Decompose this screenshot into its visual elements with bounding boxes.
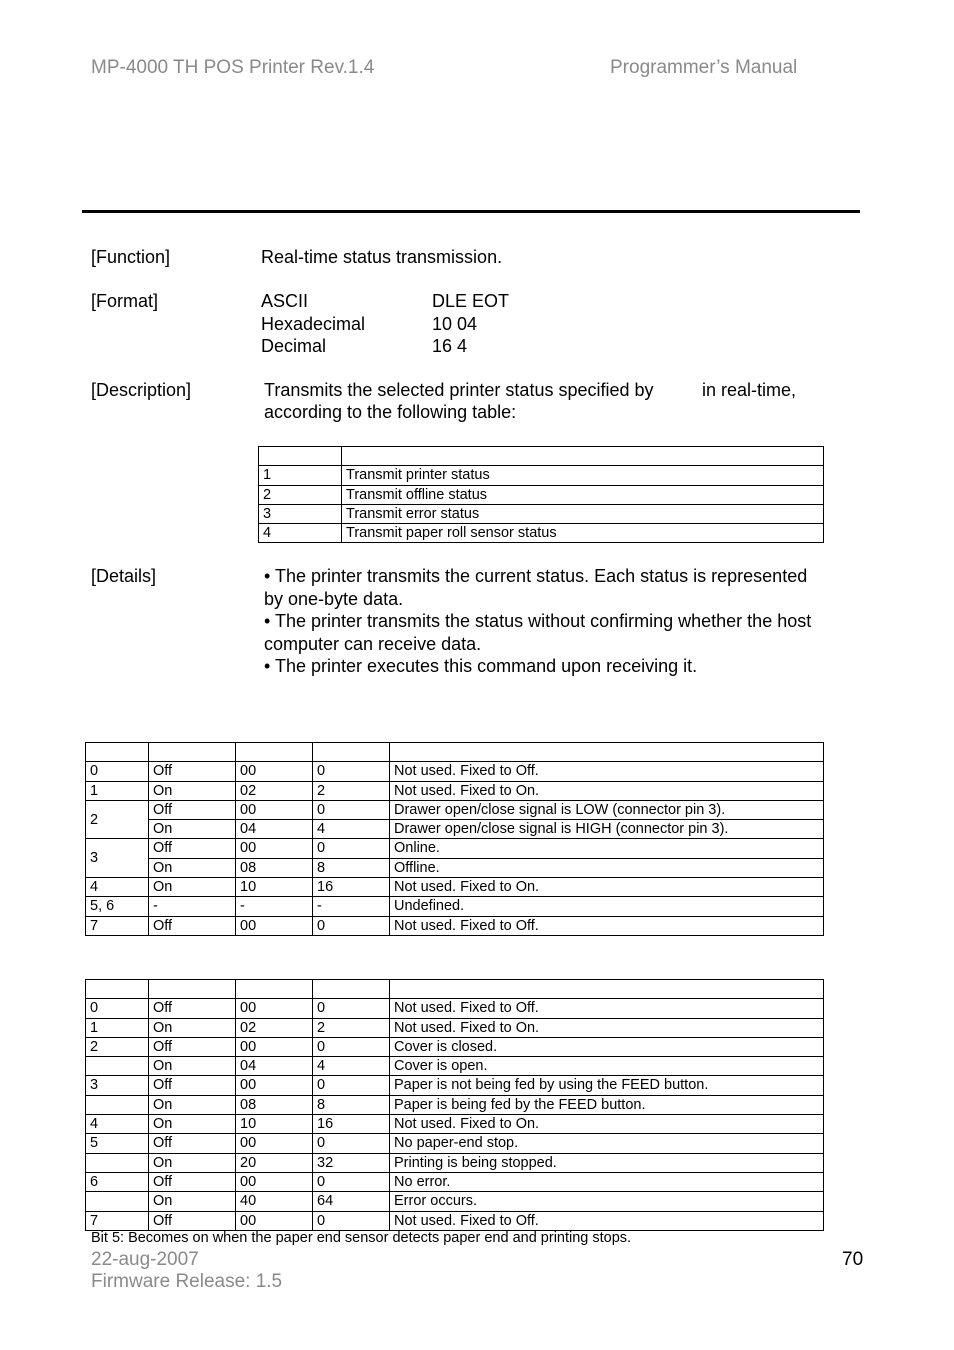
table-cell: 8 [313, 858, 390, 877]
table-row [259, 466, 824, 485]
header-manual: Programmer’s Manual [610, 57, 798, 78]
description-label: [Description] [91, 380, 192, 400]
table-cell [86, 1095, 149, 1114]
details-label: [Details] [91, 566, 157, 586]
table-row [259, 504, 824, 523]
table-cell [236, 743, 313, 762]
table-cell: Off [149, 1076, 236, 1095]
table-cell: 0 [86, 999, 149, 1018]
header-title: MP-4000 TH POS Printer Rev.1.4 [91, 57, 375, 78]
table-cell: 04 [236, 1057, 313, 1076]
table-cell: Undefined. [390, 897, 824, 916]
table-cell: 00 [236, 1172, 313, 1191]
table-cell: Drawer open/close signal is HIGH (connector pin 3). [390, 820, 824, 839]
format-hex-value: 10 04 [432, 313, 478, 334]
table-cell [259, 447, 342, 466]
table-cell: 2 [313, 781, 390, 800]
table-cell: Offline. [390, 858, 824, 877]
table-cell [149, 743, 236, 762]
table-cell: Error occurs. [390, 1192, 824, 1211]
format-names [261, 290, 365, 358]
table-cell: 2 [86, 1037, 149, 1056]
table-row [86, 1115, 824, 1134]
table-cell: 3 [259, 504, 342, 523]
table-row [86, 1172, 824, 1191]
table-cell: Off [149, 1211, 236, 1230]
details-line: computer can receive data. [264, 633, 482, 654]
table-cell: Online. [390, 839, 824, 858]
table-row [86, 999, 824, 1018]
table-cell: On [149, 1192, 236, 1211]
table-cell [86, 743, 149, 762]
table-cell: Transmit paper roll sensor status [342, 524, 824, 543]
format-label: [Format] [91, 291, 159, 311]
table-cell [313, 743, 390, 762]
table-cell: 6 [86, 1172, 149, 1191]
details-line: by one-byte data. [264, 588, 404, 609]
table-cell: Off [149, 839, 236, 858]
table-cell: 00 [236, 800, 313, 819]
table-cell: 0 [313, 1211, 390, 1230]
table-header-row [259, 447, 824, 466]
offline-status-table [85, 979, 824, 1231]
table-row [86, 820, 824, 839]
table-row [259, 524, 824, 543]
table-cell: Off [149, 916, 236, 935]
table-cell: Off [149, 762, 236, 781]
table-cell: On [149, 1018, 236, 1037]
table-cell: 00 [236, 839, 313, 858]
table-cell: Not used. Fixed to Off. [390, 999, 824, 1018]
table-cell: - [236, 897, 313, 916]
table-cell [313, 980, 390, 999]
table-cell [342, 447, 824, 466]
table-cell: Not used. Fixed to Off. [390, 916, 824, 935]
table-cell: 0 [313, 839, 390, 858]
table-cell: On [149, 1057, 236, 1076]
table-cell [86, 980, 149, 999]
table-cell: On [149, 781, 236, 800]
table-cell: Off [149, 1172, 236, 1191]
function-text: Real-time status transmission. [261, 247, 503, 267]
table-cell: 02 [236, 781, 313, 800]
table-cell: Printing is being stopped. [390, 1153, 824, 1172]
table-cell: Drawer open/close signal is LOW (connector pin 3). [390, 800, 824, 819]
details-line: • The printer transmits the status without confirming whether the host [264, 611, 812, 631]
table-row [86, 800, 824, 819]
section-divider [82, 210, 860, 213]
table-cell: 4 [86, 1115, 149, 1134]
details-line: • The printer executes this command upon receiving it. [264, 656, 698, 676]
table-cell: 1 [259, 466, 342, 485]
table-cell: Transmit printer status [342, 466, 824, 485]
table-cell: 10 [236, 878, 313, 897]
table-cell: 16 [313, 1115, 390, 1134]
table-cell: 1 [86, 781, 149, 800]
table-cell [390, 980, 824, 999]
table-cell: 1 [86, 1018, 149, 1037]
table-cell: 8 [313, 1095, 390, 1114]
table-cell: Not used. Fixed to Off. [390, 1211, 824, 1230]
table-row [86, 916, 824, 935]
table-cell: 32 [313, 1153, 390, 1172]
table-cell: Not used. Fixed to On. [390, 878, 824, 897]
footer-date: 22-aug-2007 [91, 1249, 199, 1270]
table-row [86, 762, 824, 781]
table-cell [86, 1153, 149, 1172]
table-cell: On [149, 1095, 236, 1114]
table-cell: Paper is not being fed by using the FEED button. [390, 1076, 824, 1095]
table-cell: 20 [236, 1153, 313, 1172]
table-cell: 0 [86, 762, 149, 781]
details-line: • The printer transmits the current status. Each status is represented [264, 566, 808, 586]
table-cell [149, 980, 236, 999]
page-number: 70 [842, 1249, 864, 1270]
table-cell [236, 980, 313, 999]
function-label: [Function] [91, 247, 171, 267]
format-dec-name: Decimal [261, 336, 327, 356]
table-cell: 4 [86, 878, 149, 897]
table-cell: Transmit error status [342, 504, 824, 523]
format-ascii-value: DLE EOT [432, 291, 510, 311]
table-cell: On [149, 878, 236, 897]
table-cell: Off [149, 1037, 236, 1056]
table-cell: Transmit offline status [342, 485, 824, 504]
details-text [264, 565, 864, 678]
table-cell: 0 [313, 1037, 390, 1056]
table-row [86, 1211, 824, 1230]
table-row [86, 1153, 824, 1172]
table-cell: Not used. Fixed to On. [390, 1018, 824, 1037]
format-hex-name: Hexadecimal [261, 313, 366, 334]
table-cell: 0 [313, 1172, 390, 1191]
table-row [86, 839, 824, 858]
table-cell: 10 [236, 1115, 313, 1134]
table-cell: 5 [86, 1134, 149, 1153]
table-cell: No paper-end stop. [390, 1134, 824, 1153]
table-cell [86, 1192, 149, 1211]
description-line1b: in real-time, [702, 380, 797, 400]
table-row [86, 781, 824, 800]
table-cell: Cover is open. [390, 1057, 824, 1076]
table-row [86, 1037, 824, 1056]
table-cell: Not used. Fixed to On. [390, 1115, 824, 1134]
table-cell: 64 [313, 1192, 390, 1211]
table-cell: 08 [236, 1095, 313, 1114]
table-cell: 00 [236, 916, 313, 935]
table-cell: On [149, 858, 236, 877]
table-cell [86, 1057, 149, 1076]
table-cell: Cover is closed. [390, 1037, 824, 1056]
table-cell: On [149, 1153, 236, 1172]
table-cell: 5, 6 [86, 897, 149, 916]
table-row [86, 1095, 824, 1114]
table-row [86, 1018, 824, 1037]
table-cell: 3 [86, 839, 149, 878]
table-cell: 4 [313, 1057, 390, 1076]
table-cell [390, 743, 824, 762]
table-cell: Off [149, 999, 236, 1018]
table-cell: 0 [313, 999, 390, 1018]
format-ascii-name: ASCII [261, 291, 309, 311]
format-dec-value: 16 4 [432, 336, 468, 356]
table-cell: 2 [86, 800, 149, 839]
table-cell: 40 [236, 1192, 313, 1211]
table-cell: Not used. Fixed to Off. [390, 762, 824, 781]
table-row [86, 897, 824, 916]
table-cell: No error. [390, 1172, 824, 1191]
table-cell: 2 [259, 485, 342, 504]
table-cell: 00 [236, 1037, 313, 1056]
description-line1a: Transmits the selected printer status specified by [264, 380, 654, 400]
table-row [86, 858, 824, 877]
table-row [86, 1057, 824, 1076]
table-header-row [86, 980, 824, 999]
table-cell: 02 [236, 1018, 313, 1037]
table-row [86, 878, 824, 897]
table-row [86, 1192, 824, 1211]
table-row [86, 1076, 824, 1095]
table-cell: 0 [313, 1076, 390, 1095]
table-cell: Not used. Fixed to On. [390, 781, 824, 800]
table-cell: On [149, 1115, 236, 1134]
bit5-note: Bit 5: Becomes on when the paper end sensor detects paper end and printing stops. [91, 1230, 632, 1246]
description-line2: according to the following table: [264, 402, 517, 422]
table-cell: 7 [86, 916, 149, 935]
table-cell: 3 [86, 1076, 149, 1095]
table-cell: On [149, 820, 236, 839]
footer-firmware: Firmware Release: 1.5 [91, 1271, 283, 1292]
n-function-table [258, 446, 824, 543]
table-cell: 4 [313, 820, 390, 839]
table-cell: 7 [86, 1211, 149, 1230]
table-cell: 2 [313, 1018, 390, 1037]
table-cell: 00 [236, 1076, 313, 1095]
table-cell: 0 [313, 762, 390, 781]
table-cell: 4 [259, 524, 342, 543]
table-cell: Paper is being fed by the FEED button. [390, 1095, 824, 1114]
table-cell: 08 [236, 858, 313, 877]
table-cell: 00 [236, 999, 313, 1018]
table-cell: 16 [313, 878, 390, 897]
table-cell: 04 [236, 820, 313, 839]
table-cell: 00 [236, 1134, 313, 1153]
table-cell: 0 [313, 1134, 390, 1153]
table-cell: Off [149, 800, 236, 819]
table-cell: 00 [236, 762, 313, 781]
table-cell: 0 [313, 800, 390, 819]
format-values [432, 290, 509, 358]
table-cell: - [313, 897, 390, 916]
table-cell: Off [149, 1134, 236, 1153]
table-cell: - [149, 897, 236, 916]
table-header-row [86, 743, 824, 762]
printer-status-table [85, 742, 824, 936]
table-row [259, 485, 824, 504]
table-cell: 00 [236, 1211, 313, 1230]
table-cell: 0 [313, 916, 390, 935]
table-row [86, 1134, 824, 1153]
